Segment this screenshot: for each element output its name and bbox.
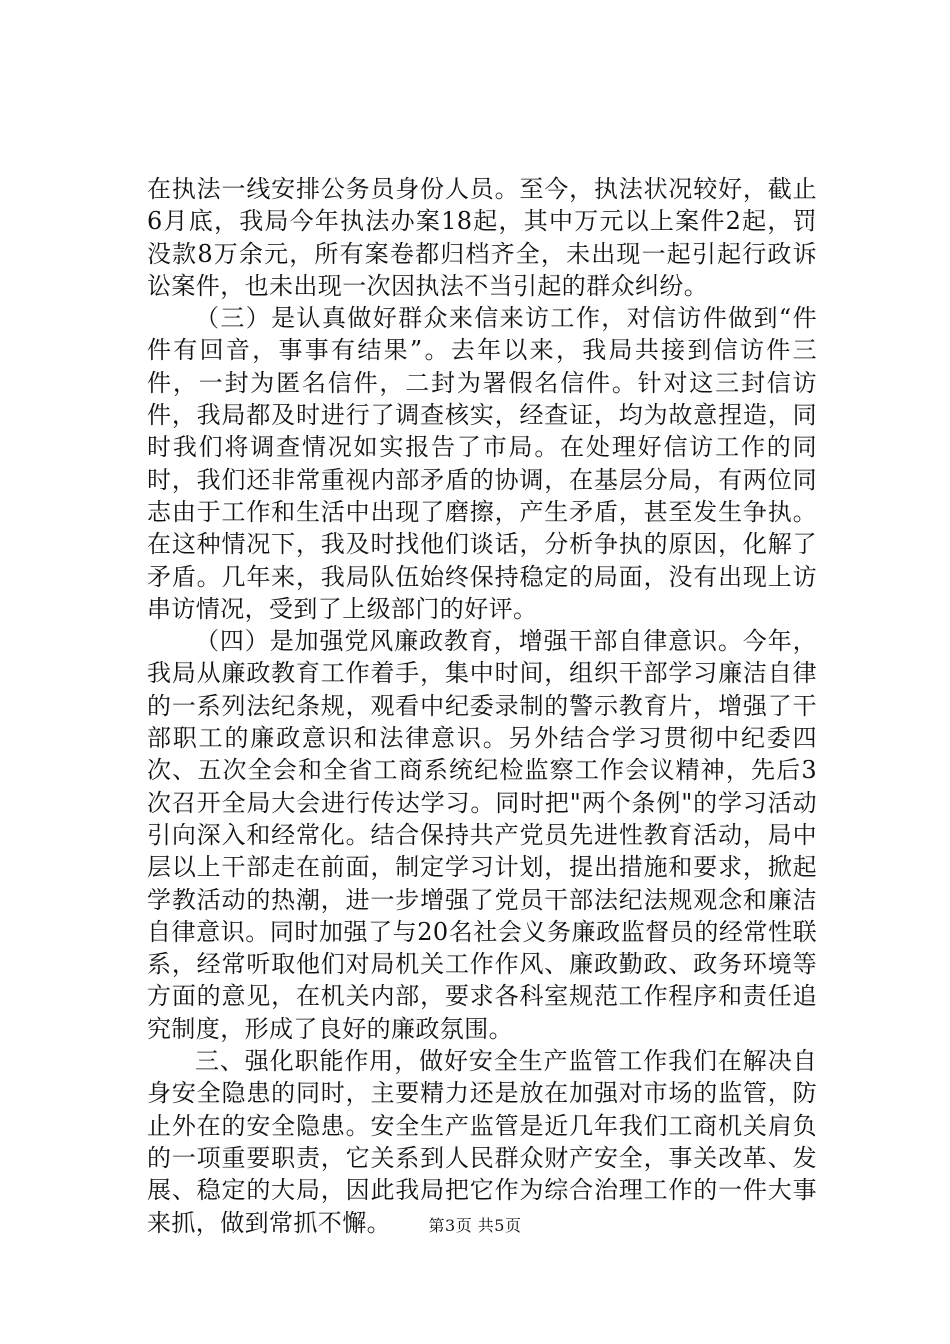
document-body xyxy=(147,173,817,1239)
paragraph-2: （三）是认真做好群众来信来访工作，对信访件做到“件件有回音，事事有结果”。去年以来，我局共接到信访件三件，一封为匿名信件，二封为署假名信件。针对这三封信访件，我局都及时进行了调查核实，经查证，均为故意捏造，同时我们将调查情况如实报告了市局。在处理好信访工作的同时，我们还非常重视内部矛盾的协调，在基层分局，有两位同志由于工作和生活中出现了磨擦，产生矛盾，甚至发生争执。在这种情况下，我及时找他们谈话，分析争执的原因，化解了矛盾。几年来，我局队伍始终保持稳定的局面，没有出现上访串访情况，受到了上级部门的好评。 xyxy=(147,304,817,623)
paragraph-3: （四）是加强党风廉政教育，增强干部自律意识。今年，我局从廉政教育工作着手，集中时间，组织干部学习廉洁自律的一系列法纪条规，观看中纪委录制的警示教育片，增强了干部职工的廉政意识和法律意识。另外结合学习贯彻中纪委四次、五次全会和全省工商系统纪检监察工作会议精神，先后3次召开全局大会进行传达学习。同时把"两个条例"的学习活动引向深入和经常化。结合保持共产党员先进性教育活动，局中层以上干部走在前面，制定学习计划，提出措施和要求，掀起学教活动的热潮，进一步增强了党员干部法纪法规观念和廉洁自律意识。同时加强了与20名社会义务廉政监督员的经常性联系，经常听取他们对局机关工作作风、廉政勤政、政务环境等方面的意见，在机关内部，要求各科室规范工作程序和责任追究制度，形成了良好的廉政氛围。 xyxy=(147,627,817,1043)
paragraph-4: 三、强化职能作用，做好安全生产监管工作我们在解决自身安全隐患的同时，主要精力还是放在加强对市场的监管，防止外在的安全隐患。安全生产监管是近几年我们工商机关肩负的一项重要职责，它关系到人民群众财产安全，事关改革、发展、稳定的大局，因此我局把它作为综合治理工作的一件大事来抓，做到常抓不懈。 xyxy=(147,1047,817,1237)
paragraph-1: 在执法一线安排公务员身份人员。至今，执法状况较好，截止6月底，我局今年执法办案18起，其中万元以上案件2起，罚没款8万余元，所有案卷都归档齐全，未出现一起引起行政诉讼案件，也未出现一次因执法不当引起的群众纠纷。 xyxy=(147,175,817,300)
page-number-footer: 第3页 共5页 xyxy=(428,1216,522,1235)
